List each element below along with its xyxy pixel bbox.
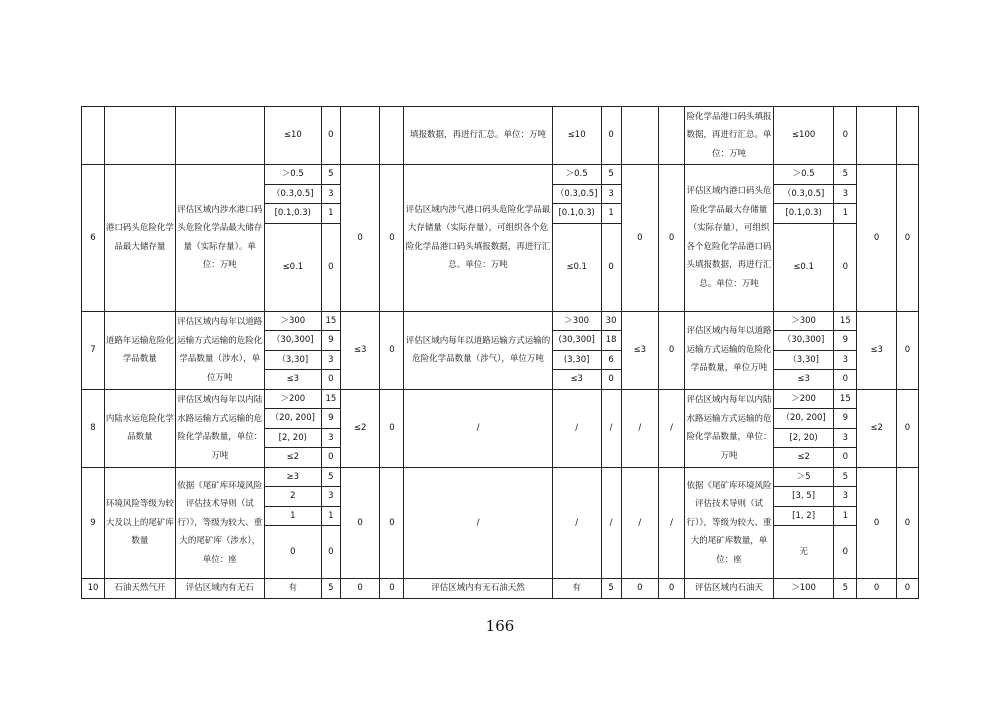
threshold-value: ≤2 [340, 389, 380, 467]
level-value: ＞0.5 [773, 165, 834, 185]
score-value: 0 [896, 165, 918, 312]
level-value: ≥3 [264, 467, 321, 487]
indicator-description: 评估区域内每年以道路运输方式运输的危险化学品数量（涉水），单位万吨 [175, 311, 264, 389]
level-score: 0 [322, 370, 341, 390]
level-score: 0 [322, 526, 341, 579]
level-score: 3 [322, 428, 341, 448]
level-value: [3, 5] [773, 487, 834, 507]
level-score: 5 [601, 579, 621, 599]
level-value: （0.3,0.5] [773, 184, 834, 204]
level-score: 15 [834, 389, 857, 409]
level-score: 9 [834, 331, 857, 351]
level-score: 1 [601, 204, 621, 224]
level-value: ≤3 [264, 370, 321, 390]
level-value: 2 [264, 487, 321, 507]
level-value: ≤3 [773, 370, 834, 390]
level-value: （20, 200] [773, 409, 834, 429]
score-value: 0 [380, 389, 404, 467]
table-row [82, 107, 919, 165]
indicator-name: 道路年运输危险化学品数量 [104, 311, 175, 389]
level-value: 有 [264, 579, 321, 599]
level-value: ＞0.5 [264, 165, 321, 185]
level-score: 9 [322, 331, 341, 351]
indicator-description: 评估区域内每年以道路运输方式运输的危险化学品数量（涉气），单位万吨 [404, 311, 552, 389]
indicator-description: 依据《尾矿库环境风险评估技术导则（试行）》，等级为较大、重大的尾矿库（涉水），单位：座 [175, 467, 264, 579]
level-score: 0 [322, 107, 341, 165]
level-score: 0 [601, 370, 621, 390]
indicator-description: 填报数据，再进行汇总。单位：万吨 [404, 107, 552, 165]
level-value: ＞5 [773, 467, 834, 487]
level-value: / [552, 389, 601, 467]
level-score: / [601, 467, 621, 579]
indicator-description: 评估区域内有无石 [175, 579, 264, 599]
score-value: 0 [659, 165, 685, 312]
level-value: ＞100 [773, 579, 834, 599]
level-score: 3 [322, 184, 341, 204]
level-score: 0 [322, 448, 341, 468]
indicator-description: 评估区域内石油天 [685, 579, 774, 599]
level-score: 30 [601, 311, 621, 331]
level-score: 0 [834, 526, 857, 579]
threshold-value: ≤3 [340, 311, 380, 389]
level-value: ≤2 [773, 448, 834, 468]
indicator-description: 险化学品港口码头填报数据，再进行汇总。单位：万吨 [685, 107, 774, 165]
level-value: [1, 2] [773, 506, 834, 526]
indicator-description: 评估区域内涉气港口码头危险化学品最大存储量（实际存量），可组织各个危险化学品港口码头填报数据，再进行汇总。单位：万吨 [404, 165, 552, 312]
level-score: 3 [322, 350, 341, 370]
level-value: ＞200 [264, 389, 321, 409]
row-number: 7 [82, 311, 105, 389]
level-value: （3,30] [773, 350, 834, 370]
score-value: 0 [380, 311, 404, 389]
indicator-table [81, 106, 919, 599]
indicator-name: 环境风险等级为较大及以上的尾矿库数量 [104, 467, 175, 579]
level-value: [2, 20) [773, 428, 834, 448]
level-value: [0.1,0.3) [773, 204, 834, 224]
level-score: 0 [601, 107, 621, 165]
level-score: 15 [322, 389, 341, 409]
level-score: 0 [322, 223, 341, 311]
level-value: ≤0.1 [773, 223, 834, 311]
level-score: 3 [601, 184, 621, 204]
indicator-description: 评估区域内每年以内陆水路运输方式运输的危险化学品数量，单位：万吨 [685, 389, 774, 467]
level-value: （0.3,0.5] [552, 184, 601, 204]
level-score: 15 [834, 311, 857, 331]
level-value: （20, 200] [264, 409, 321, 429]
score-value: 0 [896, 467, 918, 579]
score-value: / [659, 389, 685, 467]
level-value: ≤100 [773, 107, 834, 165]
level-value: 有 [552, 579, 601, 599]
threshold-value: 0 [621, 579, 659, 599]
score-value: / [659, 467, 685, 579]
level-score: 3 [834, 487, 857, 507]
row-number: 8 [82, 389, 105, 467]
indicator-description: / [404, 389, 552, 467]
indicator-description: 评估区域内涉水港口码头危险化学品最大储存量（实际存量）。单位：万吨 [175, 165, 264, 312]
level-score: 15 [322, 311, 341, 331]
indicator-name: 港口码头危险化学品最大储存量 [104, 165, 175, 312]
level-score: 5 [322, 165, 341, 185]
level-value: ≤3 [552, 370, 601, 390]
level-score: 0 [834, 448, 857, 468]
table-row [82, 389, 919, 409]
level-value: ≤0.1 [552, 223, 601, 311]
threshold-value: ≤3 [857, 311, 897, 389]
level-value: [0.1,0.3) [552, 204, 601, 224]
row-number: 9 [82, 467, 105, 579]
level-score: 18 [601, 331, 621, 351]
score-value: 0 [659, 579, 685, 599]
score-value: 0 [380, 579, 404, 599]
level-value: (3,30] [552, 350, 601, 370]
level-value: 无 [773, 526, 834, 579]
level-value: （30,300] [264, 331, 321, 351]
level-score: 9 [322, 409, 341, 429]
score-value: 0 [896, 311, 918, 389]
table-row [82, 311, 919, 331]
level-score: / [601, 389, 621, 467]
level-score: 6 [601, 350, 621, 370]
level-value: ＞200 [773, 389, 834, 409]
threshold-value: 0 [340, 579, 380, 599]
indicator-name: 石油天然气开 [104, 579, 175, 599]
level-value: ≤0.1 [264, 223, 321, 311]
threshold-value: 0 [621, 165, 659, 312]
indicator-description: / [404, 467, 552, 579]
level-score: 5 [322, 579, 341, 599]
level-score: 1 [322, 506, 341, 526]
level-score: 5 [834, 165, 857, 185]
score-value: 0 [896, 579, 918, 599]
level-score: 5 [601, 165, 621, 185]
level-score: 3 [834, 350, 857, 370]
level-value: （3,30] [264, 350, 321, 370]
row-number: 10 [82, 579, 105, 599]
threshold-value: ≤2 [857, 389, 897, 467]
indicator-description: 依据《尾矿库环境风险评估技术导则（试行）》，等级为较大、重大的尾矿库数量，单位：座 [685, 467, 774, 579]
level-value: （30,300] [773, 331, 834, 351]
level-value: （0.3,0.5] [264, 184, 321, 204]
level-value: ＞0.5 [552, 165, 601, 185]
level-score: 5 [322, 467, 341, 487]
threshold-value: ≤3 [621, 311, 659, 389]
level-score: 3 [834, 184, 857, 204]
level-value: [2, 20) [264, 428, 321, 448]
level-score: 1 [834, 506, 857, 526]
level-score: 1 [834, 204, 857, 224]
threshold-value: 0 [857, 165, 897, 312]
level-score: 5 [834, 579, 857, 599]
level-value: ≤2 [264, 448, 321, 468]
row-number: 6 [82, 165, 105, 312]
level-value: ＞300 [552, 311, 601, 331]
table-row [82, 467, 919, 487]
level-score: 0 [834, 370, 857, 390]
level-score: 0 [601, 223, 621, 311]
level-value: ＞300 [773, 311, 834, 331]
level-value: ≤10 [552, 107, 601, 165]
score-value: 0 [896, 389, 918, 467]
level-value: ＞300 [264, 311, 321, 331]
level-score: 3 [834, 428, 857, 448]
indicator-description: 评估区域内有无石油天然 [404, 579, 552, 599]
level-value: / [552, 467, 601, 579]
level-score: 0 [834, 107, 857, 165]
level-value: 1 [264, 506, 321, 526]
threshold-value: 0 [857, 467, 897, 579]
threshold-value: / [621, 467, 659, 579]
table-row [82, 165, 919, 185]
indicator-name: 内陆水运危险化学品数量 [104, 389, 175, 467]
level-score: 5 [834, 467, 857, 487]
level-value: ≤10 [264, 107, 321, 165]
level-score: 9 [834, 409, 857, 429]
score-value: 0 [380, 467, 404, 579]
score-value: 0 [380, 165, 404, 312]
page-number: 166 [485, 617, 515, 635]
indicator-description: 评估区域内港口码头危险化学品最大存储量（实际存量），可组织各个危险化学品港口码头填报数据，再进行汇总。单位：万吨 [685, 165, 774, 312]
level-score: 3 [322, 487, 341, 507]
table-row [82, 579, 919, 599]
level-score: 0 [834, 223, 857, 311]
indicator-description: 评估区域内每年以内陆水路运输方式运输的危险化学品数量，单位：万吨 [175, 389, 264, 467]
indicator-description: 评估区域内每年以道路运输方式运输的危险化学品数量，单位万吨 [685, 311, 774, 389]
threshold-value: / [621, 389, 659, 467]
threshold-value: 0 [857, 579, 897, 599]
level-value: [0.1,0.3) [264, 204, 321, 224]
threshold-value: 0 [340, 165, 380, 312]
level-value: (30,300] [552, 331, 601, 351]
threshold-value: 0 [340, 467, 380, 579]
score-value: 0 [659, 311, 685, 389]
level-score: 1 [322, 204, 341, 224]
level-value: 0 [264, 526, 321, 579]
